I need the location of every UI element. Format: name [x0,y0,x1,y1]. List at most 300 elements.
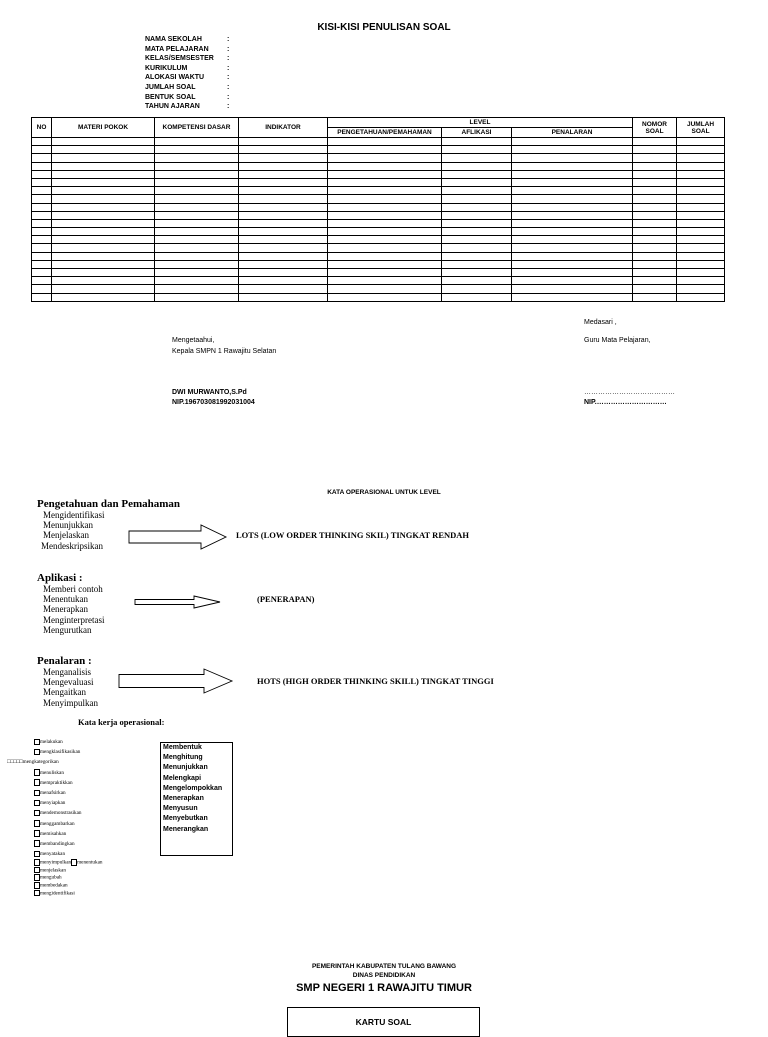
table-row [32,277,725,285]
table-cell [512,269,633,277]
meta-sep: : [227,83,230,91]
list-item: Mengurutkan [43,624,92,635]
table-cell [155,277,239,285]
table-cell [239,195,328,203]
table-cell [239,162,328,170]
arrow-right-icon [134,595,222,609]
checkbox-icon [34,790,40,797]
table-cell [442,236,512,244]
table-row [32,203,725,211]
checkbox-icon [34,874,40,881]
list-item: Memberi contoh [43,584,103,594]
table-cell [512,228,633,236]
list-item [34,882,102,890]
meta-label: ALOKASI WAKTU [145,74,205,82]
table-row [32,187,725,195]
kata-kerja-list [7,737,103,897]
meta-label: KELAS/SEMSESTER [145,55,214,63]
table-row [32,211,725,219]
table-cell [155,146,239,154]
nomor-line2: SOAL [645,127,664,135]
table-cell [239,269,328,277]
table-cell [328,277,442,285]
table-row [32,252,725,260]
table-cell [239,277,328,285]
table-cell [633,260,677,268]
prefix-boxes: □□□□□ [7,759,23,766]
table-row [32,244,725,252]
table-cell [512,154,633,162]
list-item-label: menjelaskan [40,867,66,874]
checkbox-icon [34,851,40,858]
table-cell [633,277,677,285]
kepala-name: DWI MURWANTO,S.Pd [172,389,247,396]
table-cell [52,146,155,154]
table-cell [328,211,442,219]
checkbox-icon [71,859,77,866]
table-cell [328,138,442,146]
list-item: Menyimpulkan [43,697,98,708]
table-cell [32,244,52,252]
table-cell [512,146,633,154]
hots-label: HOTS (HIGH ORDER THINKING SKILL) TINGKAT TINGGI [257,676,494,686]
table-cell [328,195,442,203]
list-item-label: memisahkan [40,830,67,837]
table-row [32,195,725,203]
guru-name: ………………………………… [584,389,675,396]
table-row [32,138,725,146]
list-item-label: menyiapkan [40,800,66,807]
list-item: Menjelaskan [43,530,89,541]
table-cell [512,277,633,285]
table-cell [52,285,155,293]
table-cell [677,154,725,162]
checkbox-icon [34,830,40,837]
table-cell [239,219,328,227]
table-row [32,170,725,178]
table-row [32,154,725,162]
table-cell [442,252,512,260]
table-cell [512,252,633,260]
list-item-label: mengkategorikan [22,759,59,766]
table-cell [442,187,512,195]
list-item [34,819,102,829]
list-item-label: mengubah [40,874,62,881]
table-cell [155,211,239,219]
table-cell [239,211,328,219]
meta-sep: : [227,103,230,111]
penalaran-heading: Penalaran : [37,655,92,667]
table-cell [328,293,442,301]
table-cell [633,146,677,154]
col-header-penalaran: PENALARAN [512,128,633,138]
table-cell [32,219,52,227]
table-cell [677,244,725,252]
table-cell [677,195,725,203]
table-cell [633,187,677,195]
box-item: Menghitung [163,754,203,762]
table-cell [52,203,155,211]
table-cell [633,195,677,203]
checkbox-icon [34,882,40,889]
table-cell [52,154,155,162]
col-header-pengetahuan: PENGETAHUAN/PEMAHAMAN [328,128,442,138]
list-item-label: menuliskan [40,769,64,776]
table-cell [155,285,239,293]
list-item-label: mendemonstrasikan [40,810,82,817]
table-cell [32,138,52,146]
meta-label: JUMLAH SOAL [145,83,196,91]
table-cell [442,170,512,178]
aplikasi-list [43,584,104,635]
table-cell [239,154,328,162]
table-cell [52,277,155,285]
list-item-label: mengklasifikasikan [40,749,81,756]
table-cell [328,236,442,244]
table-row [32,293,725,301]
list-item [34,798,102,808]
table-cell [442,228,512,236]
table-cell [677,146,725,154]
table-cell [328,203,442,211]
pengetahuan-heading: Pengetahuan dan Pemahaman [37,498,181,510]
list-item [34,747,102,757]
table-cell [512,219,633,227]
table-cell [52,170,155,178]
table-cell [52,162,155,170]
table-cell [677,228,725,236]
checkbox-icon [34,859,40,866]
table-cell [677,203,725,211]
table-cell [52,252,155,260]
page-title: KISI-KISI PENULISAN SOAL [317,22,451,33]
list-item: Menganalisis [43,667,91,677]
table-cell [633,244,677,252]
table-cell [677,277,725,285]
list-item-label: menggambarkan [40,820,75,827]
list-item [34,859,102,867]
table-cell [442,219,512,227]
lots-label: LOTS (LOW ORDER THINKING SKIL) TINGKAT RENDAH [236,530,470,540]
table-cell [32,228,52,236]
table-cell [512,293,633,301]
meta-label: KURIKULUM [145,64,188,72]
list-item: Menunjukkan [43,520,93,531]
checkbox-icon [34,867,40,874]
list-item [34,874,102,882]
pemerintah-label: PEMERINTAH KABUPATEN TULANG BAWANG [311,963,457,970]
table-row [32,178,725,186]
table-cell [633,211,677,219]
table-cell [677,187,725,195]
table-cell [442,154,512,162]
table-cell [32,260,52,268]
table-cell [239,187,328,195]
list-item-label: menentukan [77,859,103,866]
table-row [32,269,725,277]
table-cell [677,260,725,268]
table-cell [442,162,512,170]
list-item-label: membandingkan [40,840,75,847]
table-cell [328,252,442,260]
table-cell [52,244,155,252]
table-cell [52,178,155,186]
meta-sep: : [227,64,230,72]
table-cell [328,146,442,154]
col-header-nomor [633,118,677,138]
table-cell [442,178,512,186]
table-cell [512,244,633,252]
table-cell [677,236,725,244]
table-cell [512,187,633,195]
checkbox-icon [34,779,40,786]
arrow-right-icon [118,668,234,694]
table-cell [32,187,52,195]
meta-sep: : [227,74,230,82]
list-item [34,829,102,839]
meta-row [145,45,229,55]
table-cell [239,170,328,178]
kartu-soal-box [287,1007,480,1037]
table-cell [442,277,512,285]
table-cell [633,228,677,236]
meta-sep: : [227,45,230,53]
table-cell [512,195,633,203]
col-header-level: LEVEL [328,118,633,128]
col-header-no: NO [32,118,52,138]
table-cell [155,260,239,268]
table-cell [328,187,442,195]
arrow-right-icon [128,524,228,550]
box-item: Melengkapi [163,774,202,782]
table-cell [328,154,442,162]
checkbox-icon [34,769,40,776]
kartu-soal-title: KARTU SOAL [355,1017,412,1027]
table-cell [633,178,677,186]
table-cell [512,211,633,219]
table-cell [328,228,442,236]
jumlah-line2: SOAL [691,127,710,135]
table-cell [442,285,512,293]
kata-kerja-box [160,742,233,856]
checkbox-icon [34,810,40,817]
table-cell [32,170,52,178]
table-cell [155,162,239,170]
table-cell [155,236,239,244]
table-cell [32,285,52,293]
meta-sep: : [227,93,230,101]
table-cell [52,195,155,203]
table-row [32,146,725,154]
box-item: Menerangkan [163,825,209,833]
table-cell [32,154,52,162]
box-item: Mengelompokkan [163,784,223,792]
table-cell [633,219,677,227]
table-cell [155,170,239,178]
meta-sep: : [227,55,230,63]
meta-label: TAHUN AJARAN [145,103,200,111]
list-item [34,839,102,849]
table-cell [677,170,725,178]
table-cell [52,138,155,146]
aplikasi-heading: Aplikasi : [37,572,83,584]
table-cell [442,146,512,154]
meta-label: MATA PELAJARAN [145,45,209,53]
box-item: Menyusun [163,805,198,813]
box-item: Menyebutkan [163,815,208,823]
table-cell [239,228,328,236]
list-item-label: menyatakan [40,851,66,858]
table-cell [442,244,512,252]
guru-nip: NIP.………………………… [584,399,667,406]
table-cell [32,162,52,170]
table-cell [677,162,725,170]
table-cell [677,293,725,301]
table-cell [677,269,725,277]
list-item [34,890,102,898]
list-item: Mendeskripsikan [41,540,103,551]
jumlah-line1: JUMLAH [686,120,715,128]
list-item: Mengevaluasi [43,677,94,688]
table-row [32,162,725,170]
table-cell [677,178,725,186]
list-item: Menerapkan [43,604,88,615]
table-row [32,236,725,244]
table-cell [155,219,239,227]
kisi-kisi-table [31,117,725,302]
list-item-label: melakukan [40,739,63,745]
guru-label: Guru Mata Pelajaran, [584,337,651,344]
kata-operasional-title: KATA OPERASIONAL UNTUK LEVEL [327,489,441,496]
checkbox-icon [34,890,40,897]
col-header-materi: MATERI POKOK [52,118,155,138]
table-cell [239,244,328,252]
table-cell [442,138,512,146]
table-cell [32,211,52,219]
table-cell [155,178,239,186]
list-item-label: mempraktikkan [40,779,73,786]
penalaran-list [43,667,98,708]
table-cell [512,170,633,178]
table-row [32,219,725,227]
table-cell [52,219,155,227]
list-item-label: menafsirkan [40,789,66,796]
table-cell [239,203,328,211]
table-cell [633,162,677,170]
table-cell [32,178,52,186]
kepala-label: Kepala SMPN 1 Rawajitu Selatan [172,348,277,355]
table-cell [155,228,239,236]
list-item-label: menyimpulkan [40,859,72,866]
table-cell [677,211,725,219]
table-cell [328,269,442,277]
table-cell [328,219,442,227]
list-item [34,867,102,875]
meta-label: NAMA SEKOLAH [145,36,202,43]
table-cell [155,244,239,252]
table-cell [155,203,239,211]
table-cell [677,252,725,260]
meta-row [145,64,229,74]
table-cell [155,195,239,203]
list-item: Menginterpretasi [43,614,105,625]
list-item-label: mengidentifikasi [40,890,75,897]
list-item [34,788,102,798]
mengetahui-label: Mengetaahui, [172,337,215,344]
list-item: Menentukan [43,594,88,605]
kepala-nip: NIP.196703081992031004 [172,399,255,406]
list-item [7,757,102,767]
table-cell [633,203,677,211]
table-cell [32,195,52,203]
table-cell [32,252,52,260]
checkbox-icon [34,739,40,746]
table-cell [442,293,512,301]
table-cell [32,277,52,285]
list-item [34,778,102,788]
meta-row [145,54,229,64]
table-cell [32,203,52,211]
table-cell [52,293,155,301]
table-cell [677,138,725,146]
table-cell [239,138,328,146]
table-cell [512,203,633,211]
table-cell [442,195,512,203]
table-cell [155,293,239,301]
checkbox-icon [34,840,40,847]
box-item: Membentuk [163,744,202,751]
table-cell [442,211,512,219]
table-cell [32,293,52,301]
table-body [32,138,725,302]
table-cell [442,203,512,211]
table-cell [633,269,677,277]
table-cell [633,138,677,146]
table-cell [328,162,442,170]
checkbox-icon [34,749,40,756]
table-cell [512,162,633,170]
table-cell [239,293,328,301]
table-cell [155,252,239,260]
col-header-indikator: INDIKATOR [239,118,328,138]
table-cell [239,178,328,186]
list-item [34,808,102,818]
table-cell [512,138,633,146]
meta-row [145,35,229,45]
meta-row [145,102,229,112]
list-item: Mengaitkan [43,687,86,698]
table-cell [633,236,677,244]
table-cell [677,285,725,293]
table-cell [155,154,239,162]
table-cell [239,146,328,154]
table-cell [52,236,155,244]
box-item: Menerapkan [163,795,204,803]
penerapan-label: (PENERAPAN) [257,594,315,604]
table-cell [155,138,239,146]
checkbox-icon [34,800,40,807]
table-cell [239,236,328,244]
list-item [34,849,102,859]
table-cell [32,269,52,277]
table-row [32,228,725,236]
school-name: SMP NEGERI 1 RAWAJITU TIMUR [296,982,472,994]
meta-row [145,73,229,83]
table-cell [633,252,677,260]
table-cell [512,260,633,268]
table-cell [239,285,328,293]
list-item [34,737,102,747]
